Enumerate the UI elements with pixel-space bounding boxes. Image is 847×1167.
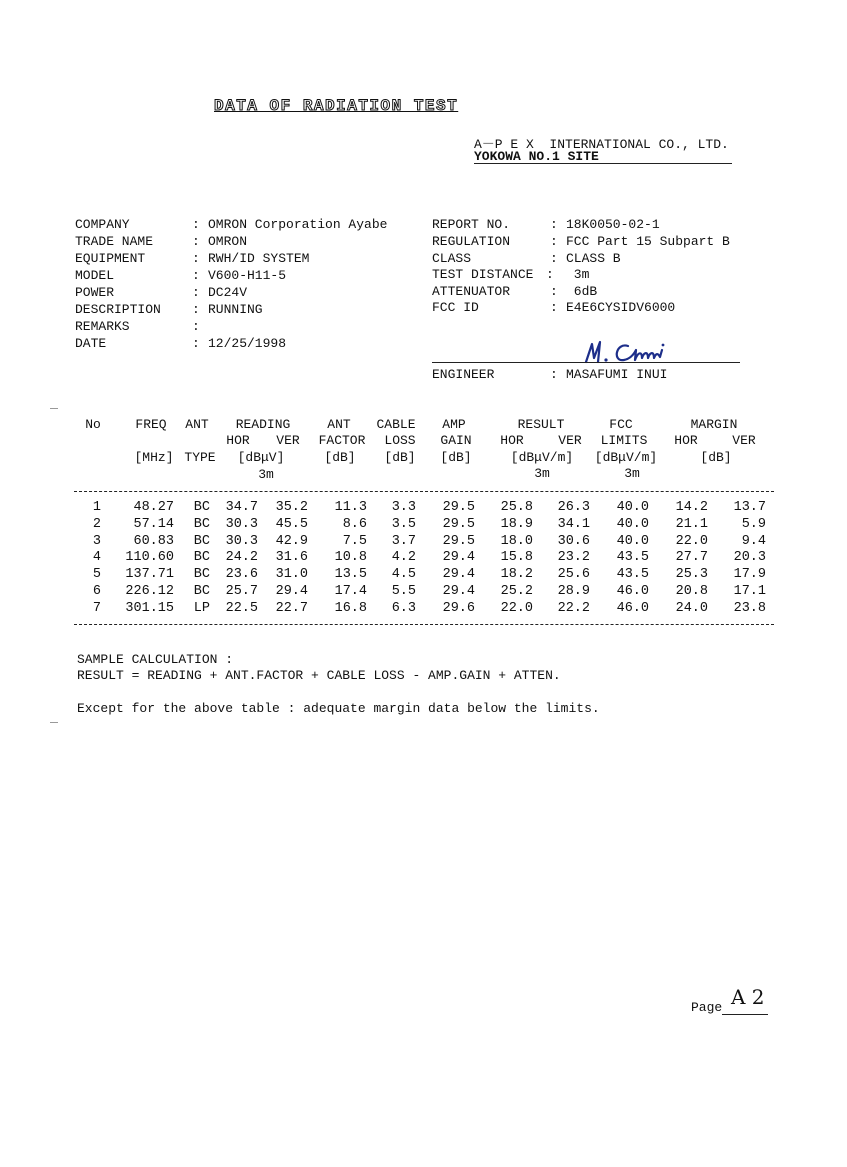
table-cell: 7.5 [342, 533, 367, 549]
table-cell: 1 [92, 500, 101, 515]
table-cell: 5.9 [741, 516, 766, 532]
colon: : [550, 234, 558, 249]
table-cell: 29.6 [442, 600, 475, 616]
header-cell: FACTOR [318, 433, 366, 448]
table-cell: 42.9 [275, 533, 308, 549]
table-cell: 29.5 [442, 500, 475, 515]
table-cell: 30.6 [557, 533, 590, 549]
table-cell: 4 [92, 550, 101, 566]
header-cell: TYPE [184, 450, 216, 465]
table-cell: 29.4 [275, 584, 308, 599]
info-value: DC24V [208, 285, 248, 300]
header-cell: VER [732, 433, 756, 448]
table-cell: 27.7 [675, 550, 708, 566]
table-cell: 31.0 [275, 567, 308, 583]
header-cell: FCC [609, 417, 633, 432]
table-cell: 11.3 [334, 500, 367, 515]
table-cell: BC [193, 533, 210, 549]
table-cell: BC [193, 516, 210, 532]
table-cell: BC [193, 567, 210, 583]
table-cell: 18.2 [500, 567, 533, 583]
table-cell: 301.15 [125, 600, 174, 616]
table-cell: 10.8 [334, 550, 367, 566]
table-cell: 48.27 [133, 500, 174, 515]
header-cell: [dB] [384, 450, 416, 465]
table-cell: 21.1 [675, 516, 708, 532]
header-cell: AMP [442, 417, 466, 432]
colon: : [550, 217, 558, 232]
header-cell: HOR [674, 433, 698, 448]
table-cell: 29.4 [442, 567, 475, 583]
header-cell: [dB] [440, 450, 472, 465]
table-cell: 15.8 [500, 550, 533, 566]
page-label: Page [691, 1000, 723, 1015]
table-cell: 25.3 [675, 567, 708, 583]
table-cell: 13.5 [334, 567, 367, 583]
info-label: COMPANY [75, 217, 130, 232]
table-cell: 30.3 [225, 533, 258, 549]
page-underline [722, 1014, 768, 1015]
colon: : [192, 234, 200, 249]
document-title: DATA OF RADIATION TEST [214, 97, 459, 115]
header-cell: ANT [327, 417, 351, 432]
header-cell: [dB] [324, 450, 356, 465]
info-value: FCC Part 15 Subpart B [566, 234, 730, 249]
table-cell: 3 [92, 533, 101, 549]
table-cell: 4.5 [391, 567, 416, 583]
header-cell: GAIN [440, 433, 472, 448]
signature-line [432, 362, 740, 363]
header-cell: HOR [226, 433, 250, 448]
header-cell: 3m [624, 466, 640, 481]
header-cell: [MHz] [134, 450, 174, 465]
table-cell: 22.7 [275, 600, 308, 616]
table-cell: 7 [92, 600, 101, 616]
table-cell: 29.4 [442, 584, 475, 599]
table-cell: 23.8 [733, 600, 766, 616]
table-cell: BC [193, 550, 210, 566]
header-cell: ANT [185, 417, 209, 432]
header-cell: VER [558, 433, 582, 448]
info-label: REPORT NO. [432, 217, 511, 232]
table-cell: BC [193, 500, 210, 515]
site-underline [474, 163, 732, 164]
table-cell: 2 [92, 516, 101, 532]
header-cell: 3m [258, 467, 274, 482]
info-value: CLASS B [566, 251, 621, 266]
table-cell: 110.60 [125, 550, 174, 566]
table-cell: 14.2 [675, 500, 708, 515]
table-cell: 25.6 [557, 567, 590, 583]
table-cell: 8.6 [342, 516, 367, 532]
lab-name: A－P E X INTERNATIONAL CO., LTD. [474, 137, 729, 152]
info-value: OMRON [208, 234, 248, 249]
header-cell: LIMITS [600, 433, 648, 448]
table-cell: 18.9 [500, 516, 533, 532]
table-cell: BC [193, 584, 210, 599]
scan-mark [50, 722, 58, 723]
info-label: TEST DISTANCE [432, 267, 534, 282]
header-cell: HOR [500, 433, 524, 448]
table-cell: 31.6 [275, 550, 308, 566]
table-cell: 26.3 [557, 500, 590, 515]
colon: : [192, 302, 200, 317]
table-cell: 43.5 [616, 567, 649, 583]
table-cell: 29.4 [442, 550, 475, 566]
info-label: MODEL [75, 268, 115, 283]
header-cell: MARGIN [690, 417, 738, 432]
info-label: ATTENUATOR [432, 284, 511, 299]
table-cell: 3.7 [391, 533, 416, 549]
table-cell: 46.0 [616, 600, 649, 616]
colon: : [546, 267, 554, 282]
info-value: OMRON Corporation Ayabe [208, 217, 388, 232]
table-cell: 22.5 [225, 600, 258, 616]
table-cell: 9.4 [741, 533, 766, 549]
table-cell: 6.3 [391, 600, 416, 616]
table-cell: 23.2 [557, 550, 590, 566]
info-label: CLASS [432, 251, 472, 266]
sample-heading: SAMPLE CALCULATION : [77, 652, 234, 667]
info-value: E4E6CYSIDV6000 [566, 300, 676, 315]
table-cell: 5.5 [391, 584, 416, 599]
table-cell: LP [193, 600, 210, 616]
table-cell: 17.4 [334, 584, 367, 599]
header-cell: [dBμV/m] [510, 450, 574, 465]
header-cell: 3m [534, 466, 550, 481]
colon: : [550, 284, 558, 299]
table-cell: 20.3 [733, 550, 766, 566]
header-cell: READING [235, 417, 291, 432]
colon: : [550, 300, 558, 315]
info-label: DESCRIPTION [75, 302, 161, 317]
header-cell: FREQ [135, 417, 167, 432]
table-cell: 57.14 [133, 516, 174, 532]
table-cell: 28.9 [557, 584, 590, 599]
colon: : [192, 336, 200, 351]
table-cell: 6 [92, 584, 101, 599]
table-cell: 35.2 [275, 500, 308, 515]
info-label: FCC ID [432, 300, 479, 315]
engineer-signature [578, 336, 688, 368]
table-cell: 16.8 [334, 600, 367, 616]
header-cell: [dBμV/m] [594, 450, 658, 465]
table-cell: 17.1 [733, 584, 766, 599]
info-value: 3m [566, 267, 590, 282]
header-cell: VER [276, 433, 300, 448]
table-cell: 22.2 [557, 600, 590, 616]
colon: : [192, 319, 200, 334]
table-cell: 4.2 [391, 550, 416, 566]
table-cell: 43.5 [616, 550, 649, 566]
header-cell: [dB] [700, 450, 732, 465]
table-cell: 18.0 [500, 533, 533, 549]
table-cell: 137.71 [125, 567, 174, 583]
table-cell: 45.5 [275, 516, 308, 532]
table-cell: 22.0 [500, 600, 533, 616]
table-cell: 34.1 [557, 516, 590, 532]
header-cell: No [85, 417, 101, 432]
table-cell: 13.7 [733, 500, 766, 515]
table-cell: 24.2 [225, 550, 258, 566]
info-label: TRADE NAME [75, 234, 154, 249]
info-value: RUNNING [208, 302, 263, 317]
info-value: 12/25/1998 [208, 336, 287, 351]
table-cell: 40.0 [616, 533, 649, 549]
info-value: RWH/ID SYSTEM [208, 251, 310, 266]
info-label: DATE [75, 336, 107, 351]
colon: : [192, 285, 200, 300]
table-bottom-rule [74, 624, 774, 625]
header-cell: RESULT [517, 417, 565, 432]
header-cell: [dBμV] [237, 450, 285, 465]
colon: : [192, 268, 200, 283]
note-text: Except for the above table : adequate margin data below the limits. [77, 701, 600, 716]
info-value: 18K0050-02-1 [566, 217, 660, 232]
table-cell: 29.5 [442, 516, 475, 532]
table-cell: 5 [92, 567, 101, 583]
table-cell: 20.8 [675, 584, 708, 599]
header-cell: LOSS [384, 433, 416, 448]
info-label: POWER [75, 285, 115, 300]
table-cell: 25.7 [225, 584, 258, 599]
table-cell: 226.12 [125, 584, 174, 599]
scan-mark [50, 408, 58, 409]
table-cell: 3.5 [391, 516, 416, 532]
header-cell: CABLE [376, 417, 416, 432]
info-value: V600-H11-5 [208, 268, 287, 283]
table-cell: 17.9 [733, 567, 766, 583]
engineer-label: ENGINEER [432, 367, 495, 382]
page-number: A 2 [731, 985, 765, 1009]
table-top-rule [74, 491, 774, 492]
table-cell: 30.3 [225, 516, 258, 532]
sample-formula: RESULT = READING + ANT.FACTOR + CABLE LOSS - AMP.GAIN + ATTEN. [77, 668, 561, 683]
info-label: REMARKS [75, 319, 130, 334]
site-name: YOKOWA NO.1 SITE [474, 149, 599, 164]
table-cell: 34.7 [225, 500, 258, 515]
table-cell: 29.5 [442, 533, 475, 549]
table-cell: 24.0 [675, 600, 708, 616]
colon: : [550, 251, 558, 266]
table-cell: 3.3 [391, 500, 416, 515]
info-value: 6dB [566, 284, 598, 299]
table-cell: 60.83 [133, 533, 174, 549]
table-cell: 25.2 [500, 584, 533, 599]
info-label: REGULATION [432, 234, 511, 249]
table-cell: 46.0 [616, 584, 649, 599]
table-cell: 40.0 [616, 516, 649, 532]
table-cell: 40.0 [616, 500, 649, 515]
colon: : [192, 251, 200, 266]
table-cell: 22.0 [675, 533, 708, 549]
colon: : [192, 217, 200, 232]
table-cell: 23.6 [225, 567, 258, 583]
info-label: EQUIPMENT [75, 251, 146, 266]
colon: : [550, 367, 558, 382]
engineer-name: MASAFUMI INUI [566, 367, 668, 382]
table-cell: 25.8 [500, 500, 533, 515]
